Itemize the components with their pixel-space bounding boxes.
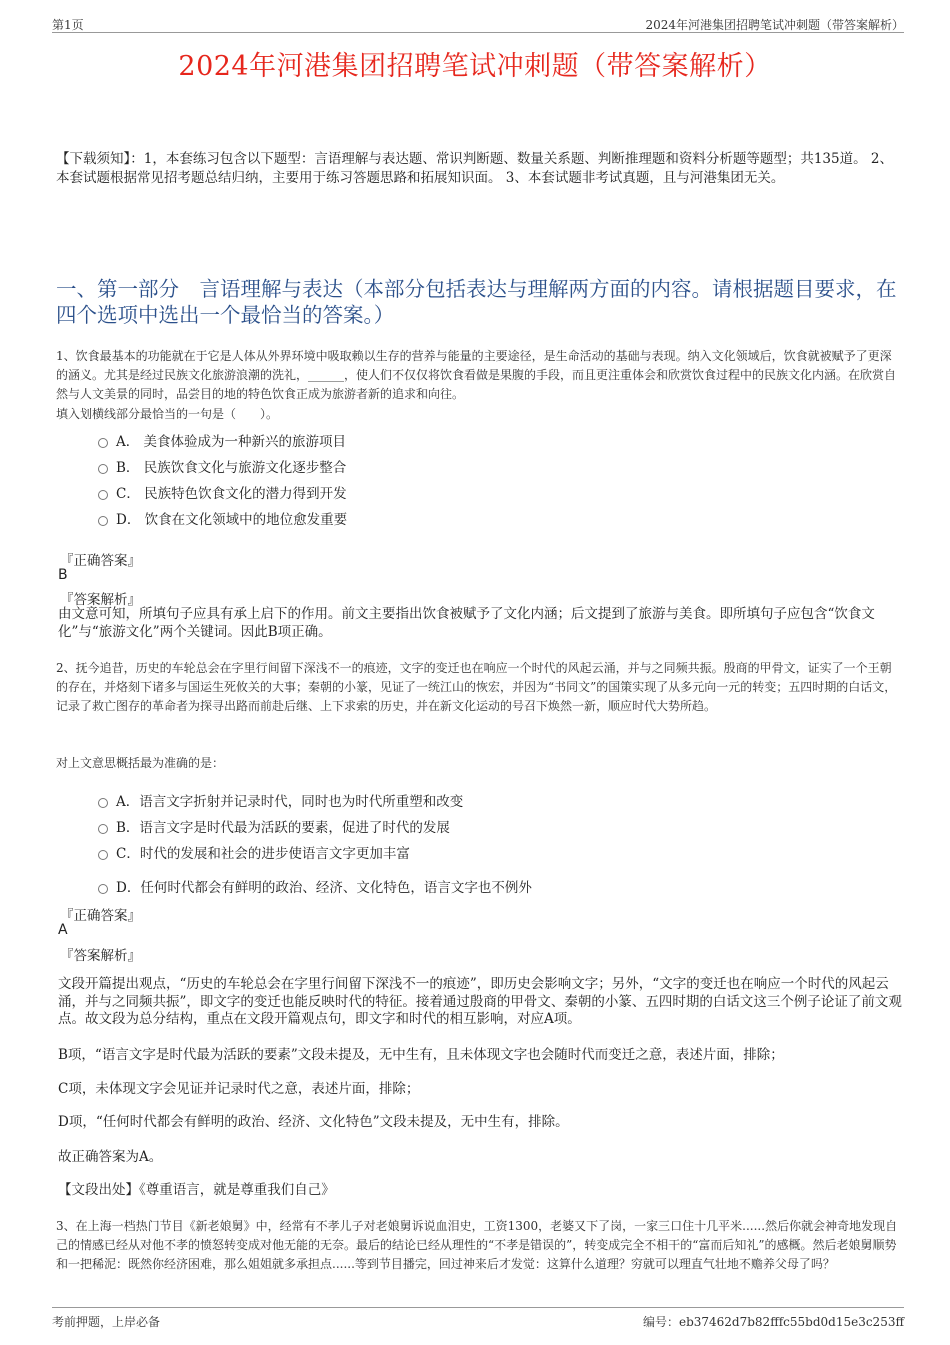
radio-icon[interactable] [98, 884, 108, 894]
q1-analysis: 由文意可知，所填句子应具有承上启下的作用。前文主要指出饮食被赋予了文化内涵；后文提到了旅游与美食。即所填句子应包含“饮食文化”与“旅游文化”两个关键词。因此B项正确。 [58, 606, 875, 640]
q2-analysis-para: D项，“任何时代都会有鲜明的政治、经济、文化特色”文段未提及，无中生有，排除。 [58, 1114, 569, 1130]
q2-option-a[interactable] [98, 790, 463, 810]
q1-answer: B [58, 567, 68, 583]
radio-icon[interactable] [98, 798, 108, 808]
q2-analysis-para: B项，“语言文字是时代最为活跃的要素”文段未提及，无中生有，且未体现文字也会随时代而变迁之意，表述片面，排除； [58, 1047, 784, 1063]
q1-option-d[interactable] [98, 508, 347, 528]
option-label: D． 饮食在文化领域中的地位愈发重要 [116, 512, 348, 528]
question-1-prompt: 填入划横线部分最恰当的一句是（ ）。 [56, 407, 279, 421]
q2-option-b[interactable] [98, 816, 450, 836]
document-title: 2024年河港集团招聘笔试冲刺题（带答案解析） [178, 51, 772, 82]
q1-option-a[interactable] [98, 430, 346, 450]
option-label: B．语言文字是时代最为活跃的要素，促进了时代的发展 [116, 820, 450, 836]
q2-analysis-label: 『答案解析』 [60, 948, 141, 964]
option-label: A．语言文字折射并记录时代，同时也为时代所重塑和改变 [116, 794, 464, 810]
q1-option-b[interactable] [98, 456, 346, 476]
page-footer [52, 1307, 904, 1329]
q2-analysis-para: C项，未体现文字会见证并记录时代之意，表述片面，排除； [58, 1081, 420, 1097]
radio-icon[interactable] [98, 438, 108, 448]
footer-slogan: 考前押题，上岸必备 [52, 1315, 161, 1329]
page-number: 第1页 [52, 18, 84, 32]
q2-analysis-para: 故正确答案为A。 [58, 1149, 163, 1165]
radio-icon[interactable] [98, 850, 108, 860]
option-label: D．任何时代都会有鲜明的政治、经济、文化特色，语言文字也不例外 [116, 880, 532, 896]
page-header [52, 14, 904, 33]
q1-option-c[interactable] [98, 482, 347, 502]
radio-icon[interactable] [98, 516, 108, 526]
radio-icon[interactable] [98, 490, 108, 500]
option-label: C． 民族特色饮食文化的潜力得到开发 [116, 486, 347, 502]
q2-option-d[interactable] [98, 876, 532, 896]
footer-serial: 编号：eb37462d7b82fffc55bd0d15e3c253ff [642, 1315, 904, 1329]
q2-answer: A [58, 922, 68, 938]
option-label: A． 美食体验成为一种新兴的旅游项目 [116, 434, 347, 450]
q2-correct-label: 『正确答案』 [60, 908, 141, 924]
header-doc-title: 2024年河港集团招聘笔试冲刺题（带答案解析） [645, 18, 904, 32]
q1-correct-label: 『正确答案』 [60, 553, 141, 569]
radio-icon[interactable] [98, 464, 108, 474]
q2-analysis-para: 文段开篇提出观点，“历史的车轮总会在字里行间留下深浅不一的痕迹”，即历史会影响文字；另外，“文字的变迁也在响应一个时代的风起云涌，并与之同频共振”，即文字的变迁也能反映时代的特征。接着通过殷商的甲骨文、秦朝的小篆、五四时期的白话文这三个例子论证了前文观点。故文段为总分结构，重点在文段开篇观点句，即文字和时代的相互影响，对应A项。 [58, 976, 902, 1027]
q2-option-c[interactable] [98, 842, 410, 862]
q1-analysis-label: 『答案解析』 [60, 592, 141, 608]
option-label: C．时代的发展和社会的进步使语言文字更加丰富 [116, 846, 410, 862]
download-notice: 【下载须知】：1，本套练习包含以下题型：言语理解与表达题、常识判断题、数量关系题、判断推理题和资料分析题等题型；共135道。 2、本套试题根据常见招考题总结归纳，主要用于练习答题思路和拓展知识面。 3、本套试题非考试真题，且与河港集团无关。 [56, 151, 893, 186]
q2-source: 【文段出处】《尊重语言，就是尊重我们自己》 [58, 1182, 335, 1198]
radio-icon[interactable] [98, 824, 108, 834]
option-label: B． 民族饮食文化与旅游文化逐步整合 [116, 460, 347, 476]
question-3-stem: 3、在上海一档热门节目《新老娘舅》中，经常有不孝儿子对老娘舅诉说血泪史，工资1300，老婆又下了岗，一家三口住十几平米......然后你就会神奇地发现自己的情感已经从对他不孝的愤怒转变成对他无能的无奈。最后的结论已经从理性的“不孝是错误的”，转变成完全不相干的“富而后知礼”的感概。然后老娘舅顺势和一把稀泥：既然你经济困难，那么姐姐就多承担点......等到节目播完，回过神来后才发觉：这算什么道理？穷就可以理直气壮地不赡养父母了吗？ [56, 1219, 898, 1271]
section-title: 一、第一部分 言语理解与表达（本部分包括表达与理解两方面的内容。请根据题目要求，在四个选项中选出一个最恰当的答案。） [56, 277, 897, 327]
question-2-stem: 2、抚今追昔，历史的车轮总会在字里行间留下深浅不一的痕迹，文字的变迁也在响应一个时代的风起云涌，并与之同频共振。殷商的甲骨文，证实了一个王朝的存在，并烙刻下诸多与国运生死攸关的大事；秦朝的小篆，见证了一统江山的恢宏，并因为“书同文”的国策实现了从多元向一元的转变；五四时期的白话文，记录了救亡图存的革命者为探寻出路而前赴后继、上下求索的历史，并在新文化运动的号召下焕然一新，顺应时代大势所趋。 [56, 661, 897, 713]
question-1-stem: 1、饮食最基本的功能就在于它是人体从外界环境中吸取赖以生存的营养与能量的主要途径，是生命活动的基础与表现。纳入文化领域后，饮食就被赋予了更深的涵义。尤其是经过民族文化旅游浪潮的洗礼，______，使人们不仅仅将饮食看做是果腹的手段，而且更注重体会和欣赏饮食过程中的民族文化内涵。在欣赏自然与人文美景的同时，品尝目的地的特色饮食正成为旅游者新的追求和向往。 [56, 349, 897, 401]
question-2-prompt: 对上文意思概括最为准确的是： [56, 756, 225, 770]
